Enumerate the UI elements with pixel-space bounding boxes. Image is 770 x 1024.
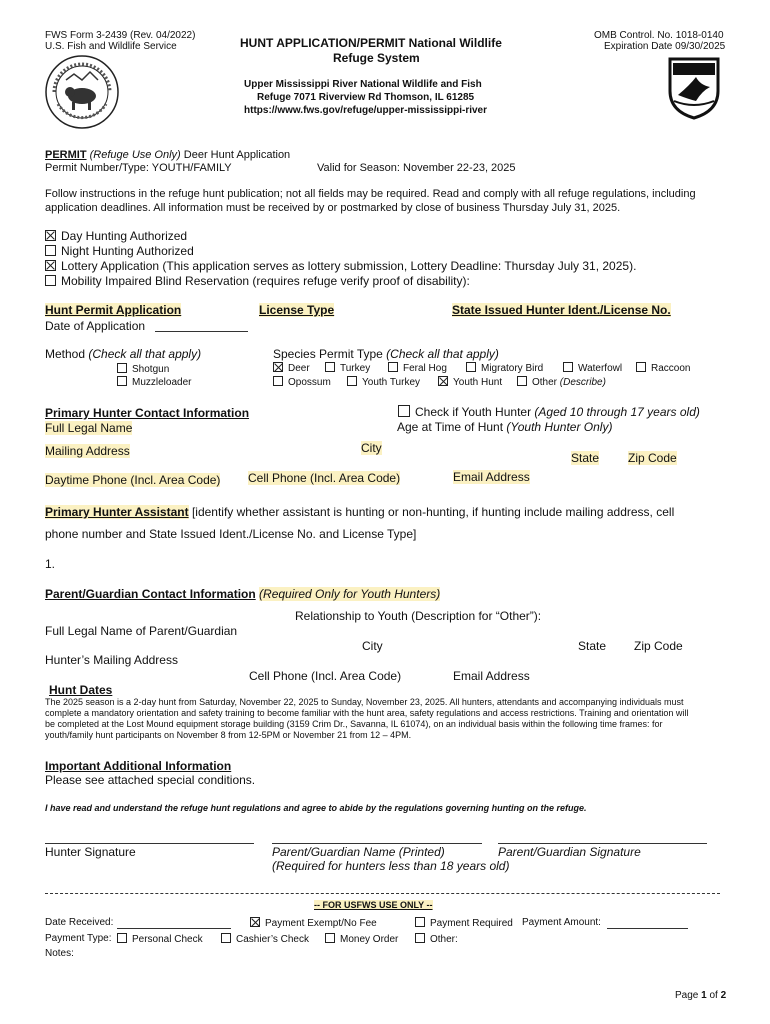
payment-type-label: Payment Type: bbox=[45, 933, 112, 944]
checkbox-icon[interactable] bbox=[45, 245, 56, 256]
payment-required[interactable]: Payment Required bbox=[415, 917, 513, 929]
checkbox-icon[interactable] bbox=[117, 933, 127, 943]
species-youth-hunt[interactable]: Youth Hunt bbox=[438, 376, 502, 388]
expiration-date: Expiration Date 09/30/2025 bbox=[604, 41, 726, 52]
permit-line bbox=[45, 149, 290, 161]
guardian-mailing[interactable]: Hunter’s Mailing Address bbox=[45, 653, 178, 667]
form-title: HUNT APPLICATION/PERMIT National Wildlife bbox=[240, 36, 502, 50]
guardian-relationship[interactable]: Relationship to Youth (Description for “Other”): bbox=[295, 609, 542, 623]
auth-night-hunting[interactable]: Night Hunting Authorized bbox=[45, 244, 194, 258]
checkbox-icon[interactable] bbox=[221, 933, 231, 943]
guardian-required-note: (Required for hunters less than 18 years old) bbox=[272, 859, 510, 873]
species-turkey[interactable]: Turkey bbox=[325, 362, 370, 374]
primary-contact-heading: Primary Hunter Contact Information bbox=[45, 406, 250, 420]
email-address-field[interactable]: Email Address bbox=[453, 470, 530, 484]
usfws-banner: -- FOR USFWS USE ONLY -- bbox=[314, 900, 433, 910]
youth-hunter-check[interactable]: Check if Youth Hunter (Aged 10 through 17 years old) bbox=[398, 405, 700, 419]
species-opossum[interactable]: Opossum bbox=[273, 376, 331, 388]
cashiers-check[interactable]: Cashier’s Check bbox=[221, 933, 309, 945]
hunt-dates-text: The 2025 season is a 2-day hunt from Saturday, November 22, 2025 to Sunday, November 23, 2025. All hunters, attendants and accompanying individuals must complete a mandatory orientation and safety training to become familiar with the hunt area, safety regulations and access restrictions. Training and orientation will be completed at the Lost Mound equipment storage building (3159 Crim Dr., Savanna, IL 61074), on an individual basis within the following time frames: for youth/family hunt participants on November 8 from 12-5PM or November 21 from 12 – 4PM. bbox=[45, 697, 689, 740]
assistant-heading[interactable]: Primary Hunter Assistant bbox=[45, 505, 189, 519]
state-ident-field[interactable]: State Issued Hunter Ident./License No. bbox=[452, 303, 671, 317]
hunt-permit-app-heading: Hunt Permit Application bbox=[45, 303, 182, 317]
cell-phone-field[interactable]: Cell Phone (Incl. Area Code) bbox=[248, 471, 401, 485]
daytime-phone-field[interactable]: Daytime Phone (Incl. Area Code) bbox=[45, 473, 221, 487]
guardian-cell[interactable]: Cell Phone (Incl. Area Code) bbox=[249, 669, 402, 683]
species-feral-hog[interactable]: Feral Hog bbox=[388, 362, 447, 374]
checkbox-checked-icon[interactable] bbox=[250, 917, 260, 927]
notes-label: Notes: bbox=[45, 948, 74, 959]
payment-amount-label: Payment Amount: bbox=[522, 917, 601, 928]
date-received-label: Date Received: bbox=[45, 917, 114, 928]
species-raccoon[interactable]: Raccoon bbox=[636, 362, 690, 374]
assistant-line2: phone number and State Issued Ident./License No. and License Type] bbox=[45, 527, 417, 541]
date-of-app-field[interactable] bbox=[155, 331, 248, 332]
agency-name: U.S. Fish and Wildlife Service bbox=[45, 41, 177, 52]
species-deer[interactable]: Deer bbox=[273, 362, 310, 374]
method-label: Method (Check all that apply) bbox=[45, 347, 202, 361]
payment-amount-field[interactable] bbox=[607, 928, 688, 929]
age-at-hunt[interactable]: Age at Time of Hunt (Youth Hunter Only) bbox=[397, 420, 613, 434]
date-received-field[interactable] bbox=[117, 928, 231, 929]
method-shotgun[interactable]: Shotgun bbox=[117, 363, 169, 375]
fish-and-wildlife-service-shield-icon bbox=[666, 55, 722, 121]
agreement-text: I have read and understand the refuge hunt regulations and agree to abide by the regulations governing hunting on the refuge. bbox=[45, 803, 587, 813]
guardian-heading: Parent/Guardian Contact Information bbox=[45, 587, 256, 601]
checkbox-icon[interactable] bbox=[415, 933, 425, 943]
checkbox-icon[interactable] bbox=[398, 405, 410, 417]
guardian-signature-line[interactable] bbox=[498, 843, 707, 844]
checkbox-checked-icon[interactable] bbox=[45, 230, 56, 241]
auth-mobility-blind[interactable]: Mobility Impaired Blind Reservation (requires refuge verify proof of disability): bbox=[45, 274, 470, 288]
important-text: Please see attached special conditions. bbox=[45, 773, 256, 787]
money-order[interactable]: Money Order bbox=[325, 933, 398, 945]
mailing-address-field[interactable]: Mailing Address bbox=[45, 444, 130, 458]
state-field[interactable]: State bbox=[571, 451, 600, 465]
checkbox-icon[interactable] bbox=[517, 376, 527, 386]
checkbox-checked-icon[interactable] bbox=[438, 376, 448, 386]
full-legal-name-field[interactable]: Full Legal Name bbox=[45, 421, 133, 435]
permit-number-type: Permit Number/Type: YOUTH/FAMILY bbox=[45, 162, 232, 174]
other-payment[interactable]: Other: bbox=[415, 933, 458, 945]
hunter-signature-line[interactable] bbox=[45, 843, 254, 844]
checkbox-icon[interactable] bbox=[388, 362, 398, 372]
checkbox-icon[interactable] bbox=[563, 362, 573, 372]
refuge-name: Upper Mississippi River National Wildlife and Fish bbox=[244, 79, 482, 90]
city-field[interactable]: City bbox=[361, 441, 382, 455]
guardian-signature-label: Parent/Guardian Signature bbox=[498, 845, 641, 859]
zip-code-field[interactable]: Zip Code bbox=[628, 451, 677, 465]
checkbox-icon[interactable] bbox=[325, 362, 335, 372]
auth-lottery[interactable]: Lottery Application (This application serves as lottery submission, Lottery Deadline: Thursday July 31, 2025). bbox=[45, 259, 636, 273]
species-migratory-bird[interactable]: Migratory Bird bbox=[466, 362, 543, 374]
checkbox-icon[interactable] bbox=[117, 363, 127, 373]
checkbox-icon[interactable] bbox=[636, 362, 646, 372]
hunt-dates-heading: Hunt Dates bbox=[49, 683, 113, 697]
important-heading: Important Additional Information bbox=[45, 759, 232, 773]
permit-label: PERMIT bbox=[45, 149, 87, 161]
checkbox-checked-icon[interactable] bbox=[45, 260, 56, 271]
guardian-name-label: Parent/Guardian Name (Printed) bbox=[272, 845, 445, 859]
checkbox-icon[interactable] bbox=[466, 362, 476, 372]
auth-day-hunting[interactable]: Day Hunting Authorized bbox=[45, 229, 187, 243]
guardian-name-line[interactable] bbox=[272, 843, 482, 844]
permit-use-only: (Refuge Use Only) bbox=[89, 149, 181, 161]
guardian-state[interactable]: State bbox=[578, 639, 607, 653]
method-muzzleloader[interactable]: Muzzleloader bbox=[117, 376, 191, 388]
assistant-item-1[interactable]: 1. bbox=[45, 557, 56, 571]
refuge-url[interactable]: https://www.fws.gov/refuge/upper-mississippi-river bbox=[244, 105, 488, 116]
permit-valid-season: Valid for Season: November 22-23, 2025 bbox=[317, 162, 516, 174]
species-waterfowl[interactable]: Waterfowl bbox=[563, 362, 622, 374]
omb-control: OMB Control. No. 1018-0140 bbox=[594, 30, 724, 41]
page-indicator: Page 1 of 2 bbox=[675, 990, 727, 1001]
checkbox-checked-icon[interactable] bbox=[273, 362, 283, 372]
checkbox-icon[interactable] bbox=[347, 376, 357, 386]
permit-app-name: Deer Hunt Application bbox=[183, 149, 291, 161]
assistant-line1: Primary Hunter Assistant [identify whether assistant is hunting or non-hunting, if hunting include mailing address, cell bbox=[45, 505, 675, 519]
form-title-line2: Refuge System bbox=[333, 51, 420, 65]
checkbox-icon[interactable] bbox=[325, 933, 335, 943]
guardian-zip[interactable]: Zip Code bbox=[634, 639, 683, 653]
checkbox-icon[interactable] bbox=[415, 917, 425, 927]
species-label: Species Permit Type (Check all that apply) bbox=[273, 347, 499, 361]
department-of-interior-seal-icon bbox=[44, 54, 120, 130]
guardian-email[interactable]: Email Address bbox=[453, 669, 530, 683]
checkbox-icon[interactable] bbox=[273, 376, 283, 386]
divider bbox=[45, 893, 720, 894]
checkbox-icon[interactable] bbox=[45, 275, 56, 286]
species-youth-turkey[interactable]: Youth Turkey bbox=[347, 376, 420, 388]
personal-check[interactable]: Personal Check bbox=[117, 933, 203, 945]
instructions: Follow instructions in the refuge hunt publication; not all fields may be required. Read and comply with all refuge regulations, including application deadlines. All information must be received by or postmarked by close of business Thursday July 31, 2025. bbox=[45, 188, 696, 214]
refuge-address: Refuge 7071 Riverview Rd Thomson, IL 61285 bbox=[257, 92, 475, 103]
license-type-field[interactable]: License Type bbox=[259, 303, 335, 317]
date-of-app-label: Date of Application bbox=[45, 319, 146, 333]
guardian-heading-line: Parent/Guardian Contact Information (Required Only for Youth Hunters) bbox=[45, 587, 441, 601]
guardian-full-name[interactable]: Full Legal Name of Parent/Guardian bbox=[45, 624, 238, 638]
species-other[interactable]: Other (Describe) bbox=[517, 376, 606, 388]
form-number: FWS Form 3-2439 (Rev. 04/2022) bbox=[45, 30, 196, 41]
guardian-city[interactable]: City bbox=[362, 639, 383, 653]
checkbox-icon[interactable] bbox=[117, 376, 127, 386]
hunter-signature-label: Hunter Signature bbox=[45, 845, 136, 859]
payment-exempt[interactable]: Payment Exempt/No Fee bbox=[250, 917, 377, 929]
